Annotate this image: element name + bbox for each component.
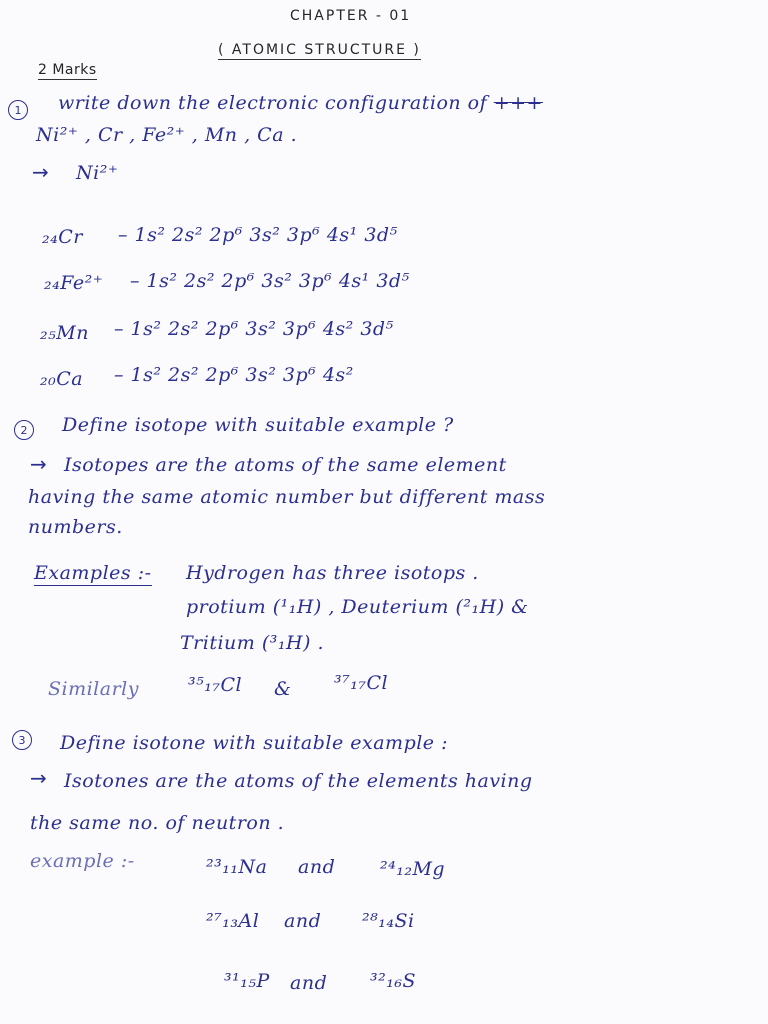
q2-example-line3: Tritium (³₁H) . (180, 632, 325, 654)
config-element: ₂₀Ca (40, 368, 84, 390)
q2-similarly-isotope-b: ³⁷₁₇Cl (334, 672, 389, 694)
isotone-and: and (298, 856, 336, 878)
marks-label (38, 62, 97, 78)
q2-example-line1: Hydrogen has three isotops . (186, 562, 479, 584)
q2-similarly-isotope-a: ³⁵₁₇Cl (188, 674, 243, 696)
q3-answer-arrow-icon: → (30, 766, 47, 790)
isotone-and: and (290, 972, 328, 994)
chapter-title-text: ( ATOMIC STRUCTURE ) (218, 42, 421, 58)
question-number-2: 2 (14, 420, 34, 440)
isotone-a: ²³₁₁Na (206, 856, 268, 878)
q2-answer-line3: numbers. (28, 516, 123, 538)
q2-examples-label-text: Examples :- (34, 562, 152, 584)
q3-example-label: example :- (30, 850, 135, 872)
chapter-title (218, 42, 421, 58)
q1-question-line1 (58, 92, 543, 114)
isotone-b: ²⁸₁₄Si (362, 910, 415, 932)
config-value: – 1s² 2s² 2p⁶ 3s² 3p⁶ 4s¹ 3d⁵ (118, 224, 398, 246)
isotone-a: ²⁷₁₃Al (206, 910, 260, 932)
marks-label-text: 2 Marks (38, 62, 97, 78)
question-number-3: 3 (12, 730, 32, 750)
isotone-a: ³¹₁₅P (224, 970, 270, 992)
config-element: ₂₄Cr (42, 226, 83, 248)
q3-answer-line2: the same no. of neutron . (30, 812, 285, 834)
config-element: ₂₅Mn (40, 322, 89, 344)
isotone-b: ²⁴₁₂Mg (380, 858, 446, 880)
q1-question-line2: Ni²⁺ , Cr , Fe²⁺ , Mn , Ca . (36, 124, 298, 146)
chapter-heading: CHAPTER - 01 (290, 8, 412, 24)
q2-answer-line2: having the same atomic number but different mass (28, 486, 546, 508)
isotone-b: ³²₁₆S (370, 970, 416, 992)
q2-example-line2: protium (¹₁H) , Deuterium (²₁H) & (186, 596, 529, 618)
config-value: – 1s² 2s² 2p⁶ 3s² 3p⁶ 4s¹ 3d⁵ (130, 270, 410, 292)
q2-similarly-label: Similarly (48, 678, 139, 700)
q2-answer-arrow-icon: → (30, 452, 47, 476)
question-number-1: 1 (8, 100, 28, 120)
q3-answer-line1: Isotones are the atoms of the elements having (64, 770, 533, 792)
q2-answer-line1: Isotopes are the atoms of the same element (64, 454, 507, 476)
config-value: – 1s² 2s² 2p⁶ 3s² 3p⁶ 4s² 3d⁵ (114, 318, 394, 340)
q2-similarly-and: & (274, 678, 292, 700)
q2-examples-label (34, 562, 152, 584)
isotone-and: and (284, 910, 322, 932)
q1-struck-text: +++ (493, 92, 543, 114)
q2-question: Define isotope with suitable example ? (62, 414, 454, 436)
config-value: – 1s² 2s² 2p⁶ 3s² 3p⁶ 4s² (114, 364, 354, 386)
q1-answer-arrow-icon: → (32, 160, 49, 184)
q1-answer-label: Ni²⁺ (76, 162, 119, 184)
q1-question-text: write down the electronic configuration of (58, 92, 488, 114)
q3-question: Define isotone with suitable example : (60, 732, 448, 754)
config-element: ₂₄Fe²⁺ (44, 272, 104, 294)
